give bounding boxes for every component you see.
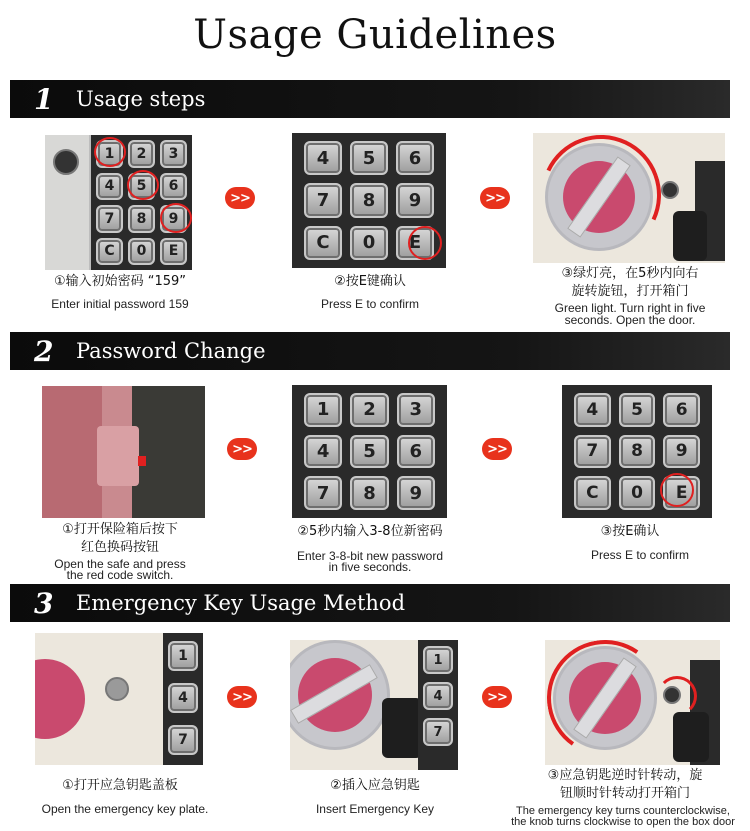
- keypad-key: 8: [350, 476, 388, 510]
- keypad-key: 4: [168, 683, 198, 713]
- step-caption-cn: ②按E键确认: [334, 274, 406, 289]
- step-caption-cn: 红色换码按钮: [80, 540, 159, 555]
- keypad-key: 9: [396, 183, 434, 217]
- step-caption-en: Press E to confirm: [590, 548, 690, 562]
- step-caption-en: the red code switch.: [66, 568, 174, 582]
- page-title: Usage Guidelines: [193, 12, 557, 58]
- step-caption-cn: ③绿灯亮，在5秒内向右: [561, 266, 699, 281]
- keypad-key: 4: [423, 682, 453, 710]
- keypad-key: 7: [168, 725, 198, 755]
- keypad-key: 7: [304, 476, 342, 510]
- photo-turn-knob: [533, 133, 725, 263]
- key-icon: [673, 712, 709, 762]
- step-caption-en: Press E to confirm: [320, 297, 420, 311]
- keypad-key: 2: [350, 393, 388, 427]
- keypad-key: 5: [350, 435, 388, 469]
- keypad-key: 7: [574, 435, 611, 469]
- highlight-ring: [160, 203, 192, 233]
- keypad-key: C: [304, 226, 342, 260]
- keypad-key: 0: [619, 476, 656, 510]
- step-caption-cn: ②插入应急钥匙: [330, 778, 420, 793]
- step-caption-cn: ①打开应急钥匙盖板: [62, 778, 178, 793]
- keypad-key: 1: [96, 140, 123, 168]
- step-caption-en: the knob turns clockwise to open the box door: [511, 816, 735, 828]
- keypad-key: 1: [168, 641, 198, 671]
- keypad-key: 3: [160, 140, 187, 168]
- section-number: 2: [34, 334, 54, 368]
- keypad-key: 8: [128, 205, 155, 233]
- step-caption-en: in five seconds.: [328, 560, 412, 574]
- keypad-key: 1: [423, 646, 453, 674]
- keypad-key: 4: [574, 393, 611, 427]
- rotate-clockwise-icon: [545, 640, 672, 765]
- photo-turn-emergency-key: [545, 640, 720, 765]
- section-header-password-change: [10, 332, 730, 370]
- step-caption-cn: ①打开保险箱后按下: [62, 522, 178, 537]
- keypad-key: C: [96, 238, 123, 266]
- step-caption-cn: ②5秒内输入3-8位新密码: [297, 524, 443, 539]
- photo-enter-new-password: [292, 385, 447, 518]
- keypad-key: 9: [663, 435, 700, 469]
- highlight-ring: [94, 137, 126, 167]
- step-caption-en: The emergency key turns counterclockwise,: [516, 805, 730, 817]
- lock-cylinder-icon: [53, 149, 79, 175]
- keypad-key: 1: [304, 393, 342, 427]
- step-caption-cn: 旋转旋钮，打开箱门: [571, 284, 689, 299]
- keypad-key: C: [574, 476, 611, 510]
- key-icon: [673, 211, 707, 261]
- section-header-usage-steps: [10, 80, 730, 118]
- section-number: 1: [34, 82, 54, 116]
- keypad-key: 6: [397, 435, 435, 469]
- highlight-ring: [408, 226, 442, 260]
- keypad-key: 7: [304, 183, 342, 217]
- keypad-key: 5: [350, 141, 388, 175]
- keypad-key: 7: [96, 205, 123, 233]
- next-arrow-icon: >>: [482, 686, 512, 708]
- keypad-key: 8: [350, 183, 388, 217]
- next-arrow-icon: >>: [227, 438, 257, 460]
- key-plate-icon: [105, 677, 129, 701]
- highlight-ring: [127, 170, 159, 200]
- key-icon: [382, 698, 422, 758]
- step-caption-cn: ①输入初始密码 “159”: [53, 274, 187, 289]
- keypad-key: E: [160, 238, 187, 266]
- step-caption-en: Green light. Turn right in five: [554, 301, 706, 315]
- step-caption-cn: 钮顺时针转动打开箱门: [559, 786, 690, 801]
- keypad-key: 9: [397, 476, 435, 510]
- keypad-key: 2: [128, 140, 155, 168]
- keypad-key: 3: [397, 393, 435, 427]
- next-arrow-icon: >>: [227, 686, 257, 708]
- step-caption-en: Open the emergency key plate.: [41, 802, 209, 816]
- photo-red-code-switch: [42, 386, 205, 518]
- highlight-ring: [660, 473, 694, 507]
- keypad-key: 7: [423, 718, 453, 746]
- rotate-counterclockwise-icon: [657, 676, 697, 716]
- section-title: Emergency Key Usage Method: [76, 591, 406, 615]
- keypad-key: E: [396, 226, 434, 260]
- keypad-key: 0: [350, 226, 388, 260]
- step-caption-en: Open the safe and press: [54, 557, 186, 571]
- keypad-key: 9: [160, 205, 187, 233]
- keypad-key: 0: [128, 238, 155, 266]
- keypad-key: 6: [160, 173, 187, 201]
- keypad-key: 6: [396, 141, 434, 175]
- step-caption-cn: ③应急钥匙逆时针转动，旋: [547, 768, 703, 783]
- keypad-key: 8: [619, 435, 656, 469]
- next-arrow-icon: >>: [480, 187, 510, 209]
- next-arrow-icon: >>: [225, 187, 255, 209]
- photo-enter-password: [45, 135, 192, 270]
- keypad-key: 4: [304, 141, 342, 175]
- rotate-clockwise-icon: [533, 133, 678, 263]
- step-caption-en: seconds. Open the door.: [564, 313, 696, 327]
- photo-insert-emergency-key: [290, 640, 458, 770]
- keypad-key: 5: [128, 173, 155, 201]
- step-caption-en: Enter 3-8-bit new password: [296, 549, 444, 563]
- keypad-key: 4: [96, 173, 123, 201]
- keyhole-icon: [661, 181, 679, 199]
- step-caption-en: Insert Emergency Key: [315, 802, 435, 816]
- section-header-emergency-key: [10, 584, 730, 622]
- keypad-key: 4: [304, 435, 342, 469]
- section-title: Usage steps: [76, 87, 206, 111]
- step-caption-cn: ③按E确认: [600, 524, 660, 539]
- red-code-switch-icon: [138, 456, 146, 466]
- section-title: Password Change: [76, 339, 266, 363]
- section-number: 3: [34, 586, 54, 620]
- step-caption-en: Enter initial password 159: [51, 297, 189, 311]
- photo-emergency-key-plate: [35, 633, 203, 765]
- keypad-key: 6: [663, 393, 700, 427]
- keypad-key: 5: [619, 393, 656, 427]
- next-arrow-icon: >>: [482, 438, 512, 460]
- keypad-key: E: [663, 476, 700, 510]
